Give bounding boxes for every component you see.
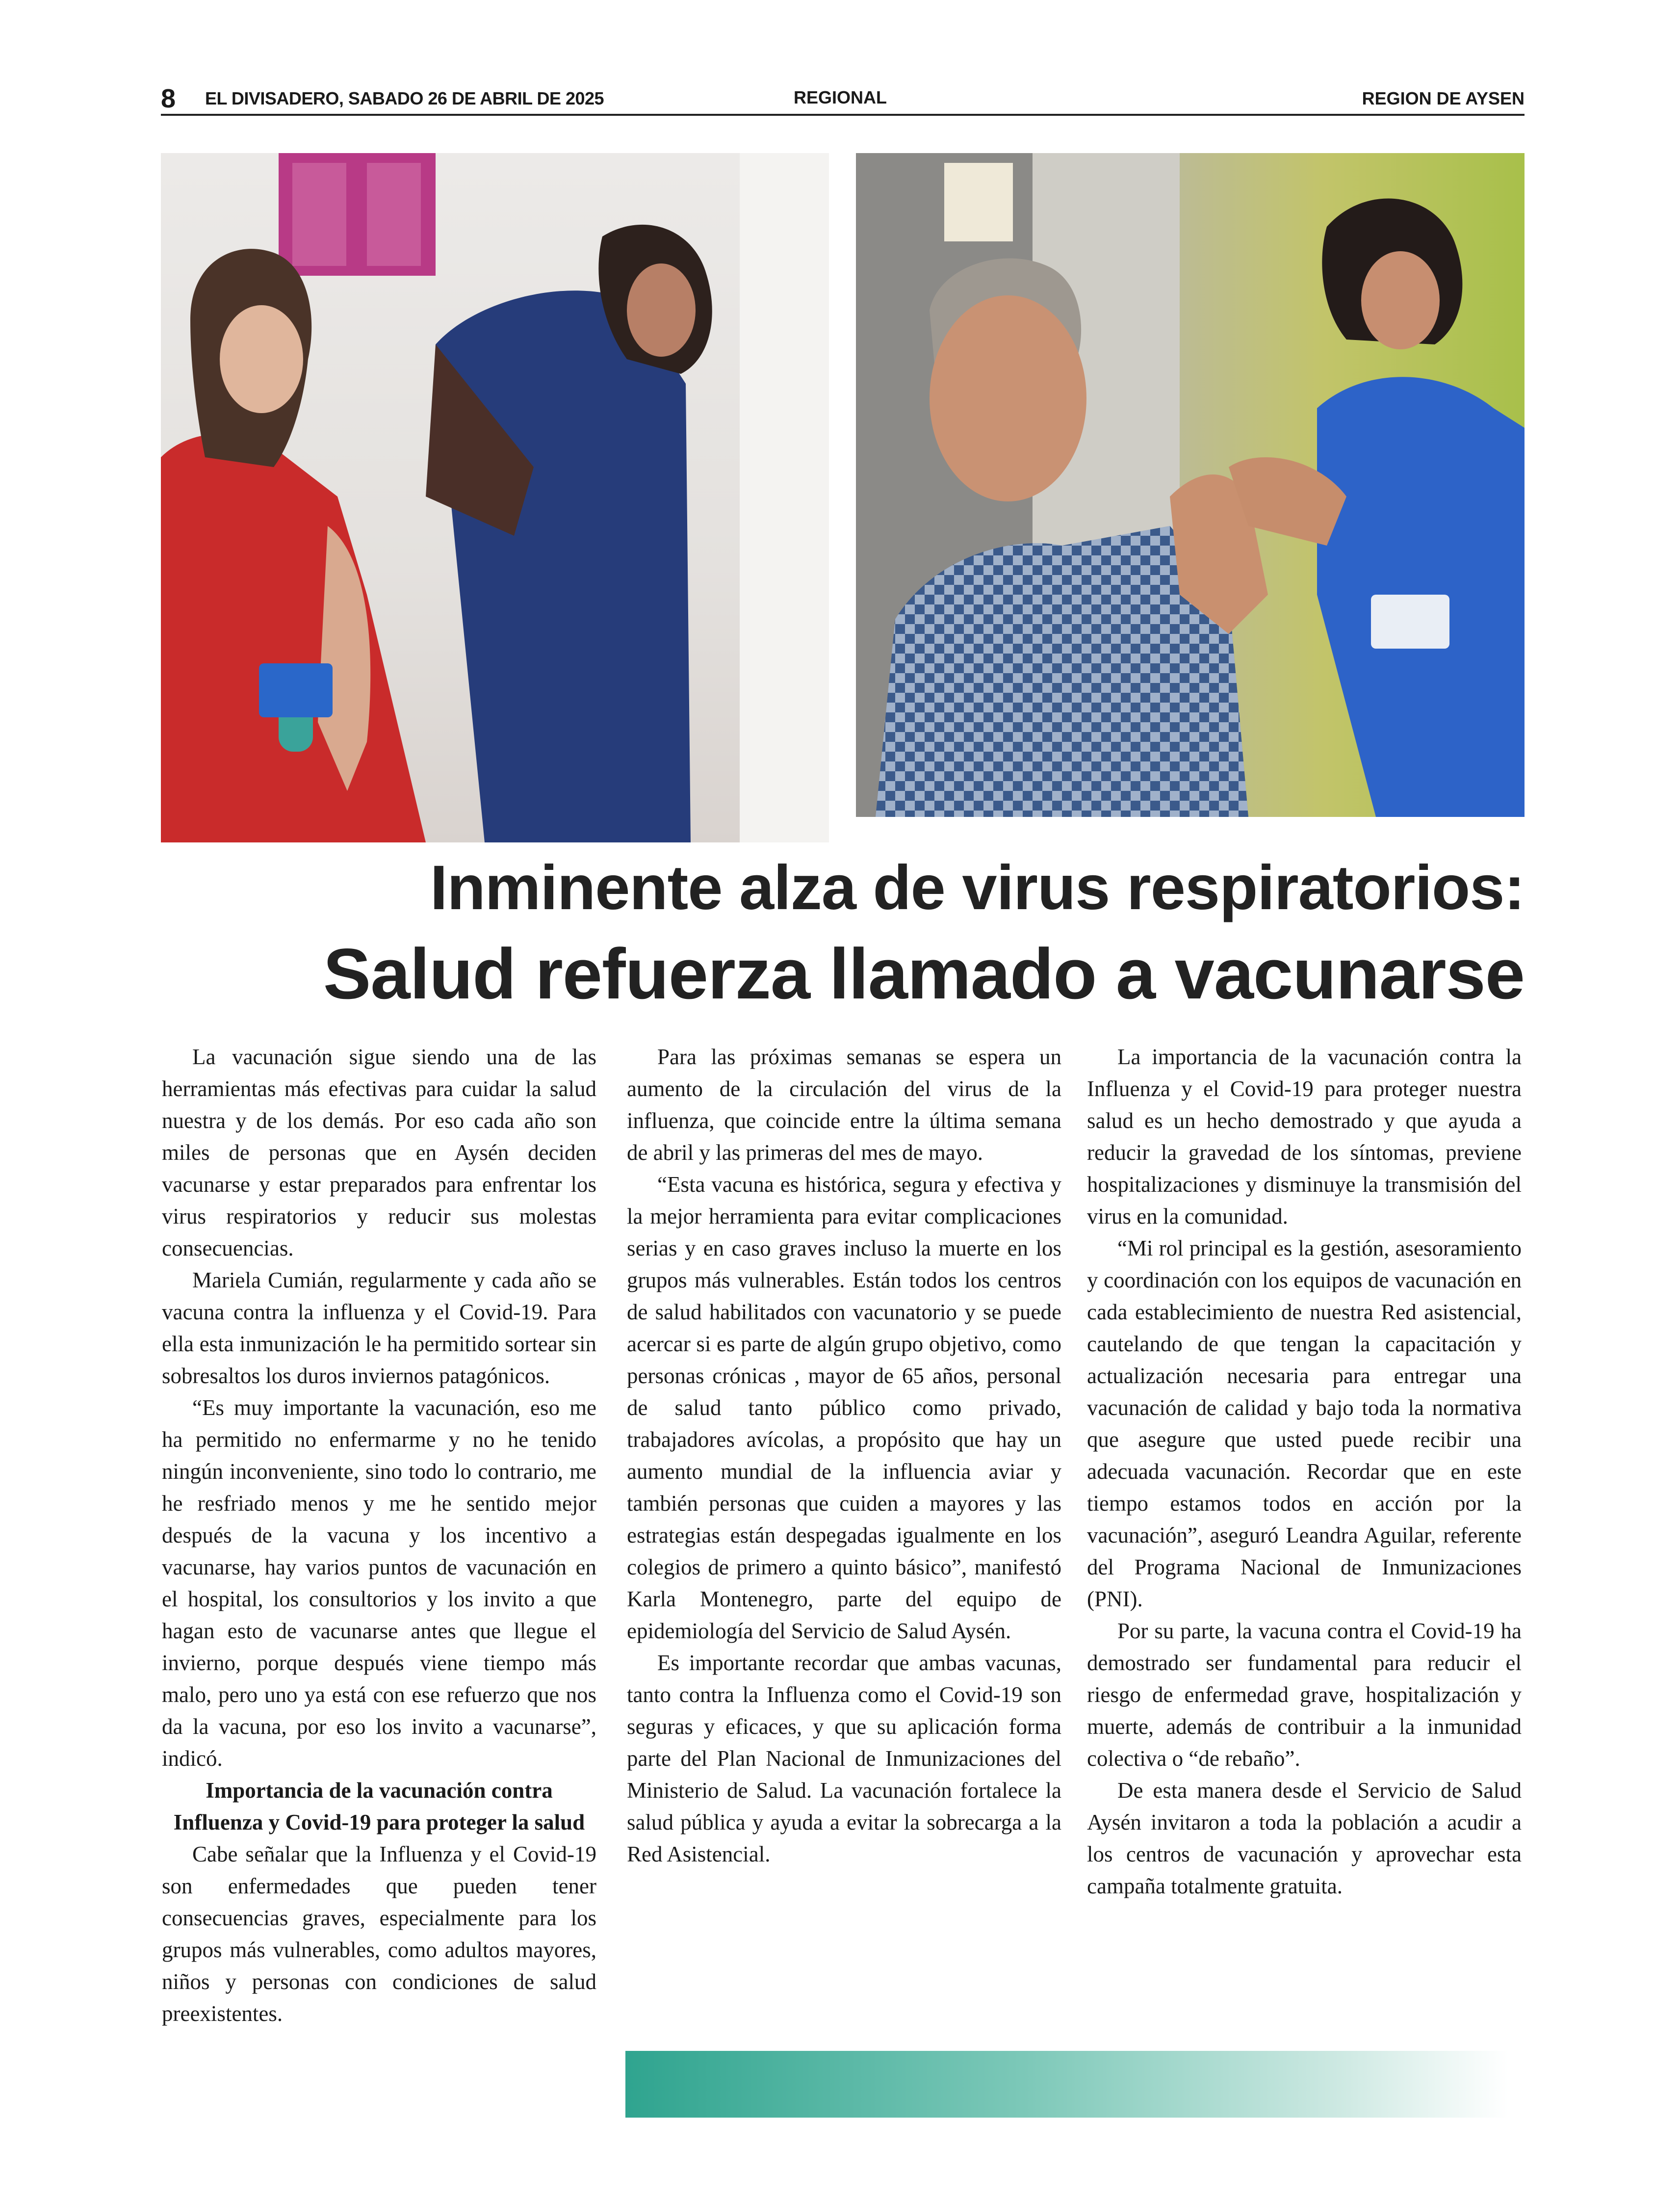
paragraph: “Esta vacuna es histórica, segura y efectiva y la mejor herramienta para evitar complicaciones serias y en caso graves incluso la muerte en los grupos más vulnerables. Están todos los centros de salud habilitados con vacunatorio y se puede acercar si es parte de algún grupo objetivo, como personas crónicas , mayor de 65 años, personal de salud tanto público como privado, trabajadores avícolas, a propósito que hay un aumento mundial de la influencia aviar y también personas que cuiden a mayores y las estrategias están despegadas igualmente en los colegios de primero a quinto básico”, manifestó Karla Montenegro, parte del equipo de epidemiología del Servicio de Salud Aysén.: [627, 1172, 1061, 1643]
headline-main: Salud refuerza llamado a vacunarse: [323, 934, 1525, 1014]
headline-kicker: Inminente alza de virus respiratorios:: [430, 853, 1525, 923]
page-number: 8: [161, 84, 176, 113]
paragraph: La importancia de la vacunación contra la Influenza y el Covid-19 para proteger nuestra salud es un hecho demostrado y que ayuda a reducir la gravedad de los síntomas, previene hospitalizaciones y disminuye la transmisión del virus en la comunidad.: [1087, 1045, 1522, 1229]
photo-illustration: [161, 153, 829, 842]
paragraph: La vacunación sigue siendo una de las herramientas más efectivas para cuidar la salud nuestra y de los demás. Por eso cada año son miles de personas que en Aysén deciden vacunarse y estar preparados para enfrentar los virus respiratorios y reducir sus molestas consecuencias.: [162, 1045, 596, 1260]
paragraph: “Mi rol principal es la gestión, asesoramiento y coordinación con los equipos de vacunación en cada establecimiento de nuestra Red asistencial, cautelando de que tengan la capacitación y actualización necesaria para entregar una vacunación de calidad y bajo toda la normativa que asegure que usted puede recibir una adecuada vacunación. Recordar que en este tiempo estamos todos en acción por la vacunación”, aseguró Leandra Aguilar, referente del Programa Nacional de Inmunizaciones (PNI).: [1087, 1236, 1522, 1611]
article-column-1: [162, 1041, 596, 2030]
photo-illustration: [856, 153, 1525, 817]
paragraph: Mariela Cumián, regularmente y cada año se vacuna contra la influenza y el Covid-19. Para ella esta inmunización le ha permitido sortear sin sobresaltos los duros inviernos patagónicos.: [162, 1268, 596, 1388]
decorative-gradient-band: [625, 2051, 1508, 2118]
article-column-3: [1087, 1041, 1522, 1902]
newspaper-date: EL DIVISADERO, SABADO 26 DE ABRIL DE 2025: [205, 88, 604, 108]
paragraph: De esta manera desde el Servicio de Salud Aysén invitaron a toda la población a acudir a los centros de vacunación y aprovechar esta campaña totalmente gratuita.: [1087, 1778, 1522, 1898]
page-header: [161, 83, 1525, 116]
subheading: Importancia de la vacunación contra Influenza y Covid-19 para proteger la salud: [173, 1778, 585, 1835]
paragraph: Es importante recordar que ambas vacunas, tanto contra la Influenza como el Covid-19 son seguras y eficaces, y que su aplicación forma parte del Plan Nacional de Inmunizaciones del Ministerio de Salud. La vacunación fortalece la salud pública y ayuda a evitar la sobrecarga a la Red Asistencial.: [627, 1651, 1061, 1866]
section-label: REGIONAL: [794, 87, 887, 107]
vaccination-photo-woman: [161, 153, 829, 842]
vaccination-photo-man: [856, 153, 1525, 817]
article-column-2: [627, 1041, 1061, 1870]
paragraph: Para las próximas semanas se espera un aumento de la circulación del virus de la influenza, que coincide entre la última semana de abril y las primeras del mes de mayo.: [627, 1045, 1061, 1165]
paragraph: Por su parte, la vacuna contra el Covid-19 ha demostrado ser fundamental para reducir el riesgo de enfermedad grave, hospitalización y muerte, además de contribuir a la inmunidad colectiva o “de rebaño”.: [1087, 1619, 1522, 1771]
paragraph: “Es muy importante la vacunación, eso me ha permitido no enfermarme y no he tenido ningún inconveniente, sino todo lo contrario, me he resfriado menos y me he sentido mejor después de la vacuna y los incentivo a vacunarse, hay varios puntos de vacunación en el hospital, los consultorios y los invito a que hagan esto de vacunarse antes que llegue el invierno, porque después viene tiempo más malo, pero uno ya está con ese refuerzo que nos da la vacuna, por eso los invito a vacunarse”, indicó.: [162, 1395, 596, 1771]
region-label: REGION DE AYSEN: [1362, 88, 1525, 108]
paragraph: Cabe señalar que la Influenza y el Covid-19 son enfermedades que pueden tener consecuencias graves, especialmente para los grupos más vulnerables, como adultos mayores, niños y personas con condiciones de salud preexistentes.: [162, 1842, 596, 2026]
